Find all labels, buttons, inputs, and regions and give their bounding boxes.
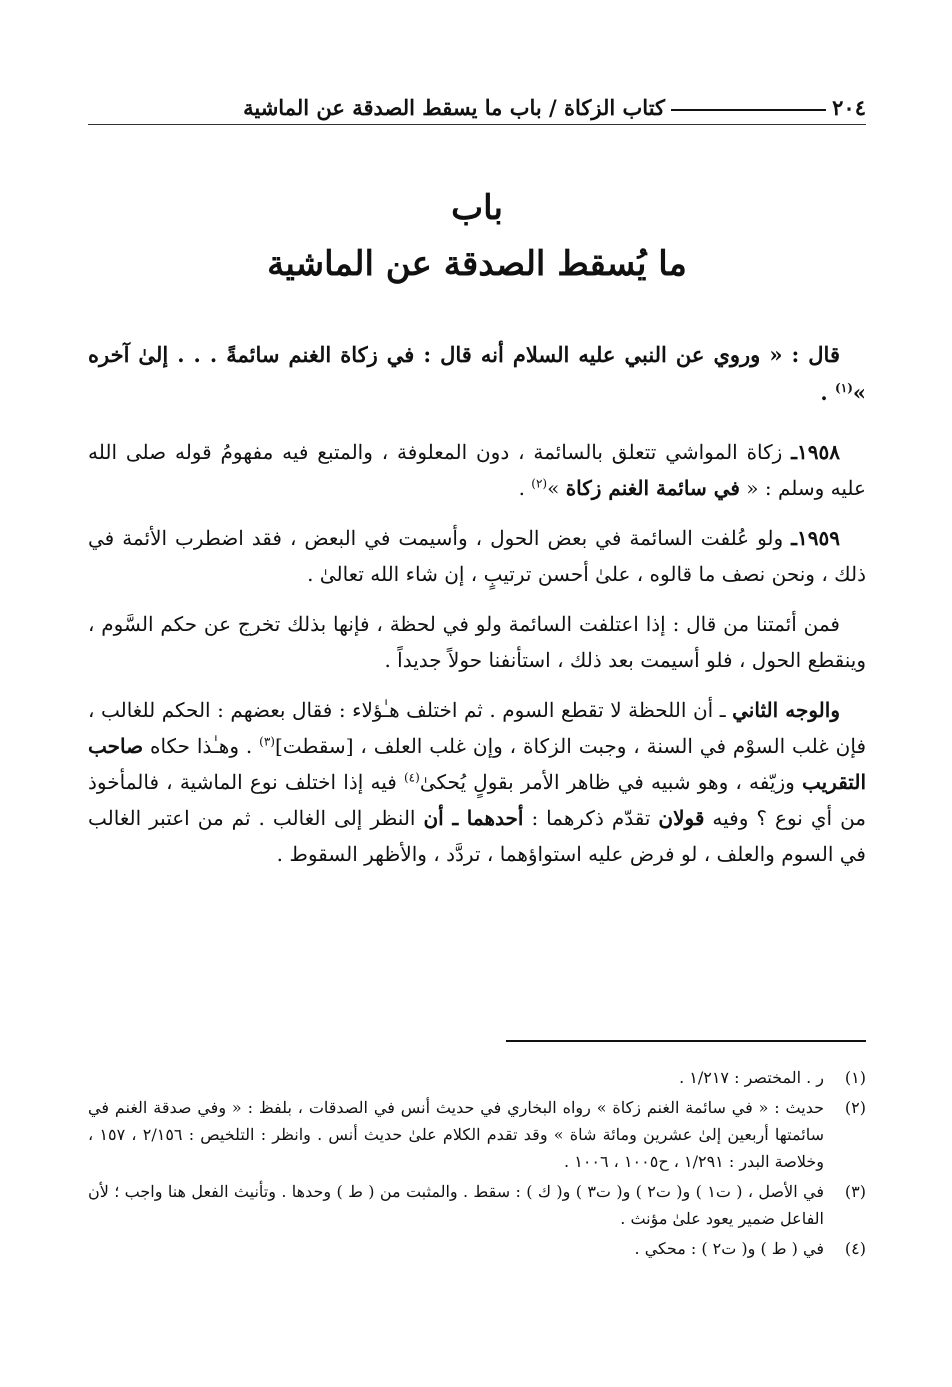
paragraph-text: . وهـٰذا حكاه bbox=[143, 734, 260, 758]
header-dash-rule bbox=[671, 109, 826, 111]
footnote-ref-4[interactable]: (٤) bbox=[403, 770, 420, 785]
footnote-text: ر . المختصر : ١/٢١٧ . bbox=[679, 1068, 824, 1087]
paragraph-text: تقدّم ذكرهما : bbox=[523, 806, 659, 830]
paragraph-text: » bbox=[547, 476, 566, 500]
bold-term: قولان bbox=[658, 806, 705, 830]
footnote-text: حديث : « في سائمة الغنم زكاة » رواه البخاري في حديث أنس في الصدقات ، بلفظ : « وفي صدقة الغنم في سائمتها أربعين إلىٰ عشرين ومائة شاة » وقد تقدم الكلام علىٰ حديث أنس . وانظر : التلخيص : ٢/١٥٦ ، ١٥٧ ، وخلاصة البدر : ١/٢٩١ ، ح١٠٠٥ ، ١٠٠٦ . bbox=[88, 1098, 824, 1171]
footnote-ref-2[interactable]: (٢) bbox=[531, 476, 548, 491]
paragraph-text: ـ أن اللحظة لا تقطع السوم . ثم اختلف هـٰؤلاء : فقال بعضهم : الحكم للغالب ، فإن غلب السوْم في السنة ، وجبت الزكاة ، وإن غلب العلف ، [سقطت] bbox=[88, 698, 866, 758]
footnote-text: في ( ط ) و( ت٢ ) : محكي . bbox=[634, 1239, 824, 1258]
header-underline bbox=[88, 124, 866, 125]
matn-text: قال : « وروي عن النبي عليه السلام أنه قال : في زكاة الغنم سائمةً . . . إلىٰ آخره » bbox=[88, 342, 866, 405]
chapter-label: باب bbox=[451, 188, 503, 228]
footnote-ref-3[interactable]: (٣) bbox=[259, 734, 275, 749]
running-header bbox=[88, 84, 866, 120]
paragraph-text: فيه إذا اختلف نوع الماشية ، فالمأخوذ من أي نوع ؟ وفيه bbox=[88, 770, 867, 830]
paragraph-second-view bbox=[88, 692, 866, 872]
main-text bbox=[88, 336, 866, 886]
footnote-text: في الأصل ، ( ت١ ) و( ت٢ ) و( ت٣ ) و( ك ) : سقط . والمثبت من ( ط ) وحدها . وتأنيث الفعل هنا واجب ؛ لأن الفاعل ضمير يعود علىٰ مؤنث . bbox=[88, 1182, 825, 1228]
matn-paragraph bbox=[88, 336, 866, 412]
page-number: ٢٠٤ bbox=[832, 95, 866, 120]
footnote-1 bbox=[88, 1064, 866, 1091]
paragraph-text: زكاة المواشي تتعلق بالسائمة ، دون المعلوفة ، والمتبع فيه مفهومُ قوله صلى الله عليه وسلم : « bbox=[88, 440, 866, 500]
paragraph-number-1959: ١٩٥٩ـ bbox=[791, 526, 840, 550]
second-view-lead: والوجه الثاني bbox=[732, 698, 840, 722]
paragraph-text: النظر إلى الغالب . ثم من اعتبر الغالب في السوم والعلف ، لو فرض عليه استواؤهما ، تردَّد ، والأظهر السقوط . bbox=[88, 806, 866, 866]
paragraph-text: وزيّفه ، وهو شبيه في ظاهر الأمر بقولٍ يُحكىٰ bbox=[419, 770, 802, 794]
paragraph-1959 bbox=[88, 520, 866, 592]
footnote-number: (٣) bbox=[844, 1182, 866, 1201]
paragraph-text: فمن أئمتنا من قال : إذا اعتلفت السائمة ولو في لحظة ، فإنها بذلك تخرج عن حكم السَّوم ، وينقطع الحول ، فلو أسيمت بعد ذلك ، استأنفنا حولاً جديداً . bbox=[88, 612, 866, 672]
running-title: كتاب الزكاة / باب ما يسقط الصدقة عن الماشية bbox=[243, 95, 666, 120]
paragraph-first-view bbox=[88, 606, 866, 678]
footnotes bbox=[88, 1064, 866, 1265]
paragraph-1958 bbox=[88, 434, 866, 506]
footnote-ref-1[interactable]: (١) bbox=[835, 381, 853, 395]
footnote-2 bbox=[88, 1094, 866, 1175]
paragraph-number-1958: ١٩٥٨ـ bbox=[791, 440, 840, 464]
footnote-number: (٤) bbox=[844, 1239, 866, 1258]
footnote-number: (٢) bbox=[844, 1098, 866, 1117]
footnote-3 bbox=[88, 1178, 866, 1232]
paragraph-text: ولو عُلفت السائمة في بعض الحول ، وأسيمت في البعض ، فقد اضطرب الأئمة في ذلك ، ونحن نصف ما قالوه ، علىٰ أحسن ترتيبٍ ، إن شاء الله تعالىٰ . bbox=[88, 526, 866, 586]
chapter-title: ما يُسقط الصدقة عن الماشية bbox=[267, 244, 687, 284]
matn-end: . bbox=[820, 380, 836, 405]
footnote-separator bbox=[506, 1040, 866, 1042]
paragraph-end: . bbox=[518, 476, 532, 500]
hadith-quote: في سائمة الغنم زكاة bbox=[565, 476, 740, 500]
author-name: صاحب التقريب bbox=[88, 734, 866, 794]
footnote-4 bbox=[88, 1235, 866, 1262]
chapter-heading bbox=[88, 180, 866, 292]
bold-term: أحدهما ـ أن bbox=[423, 806, 524, 830]
footnote-number: (١) bbox=[844, 1068, 866, 1087]
